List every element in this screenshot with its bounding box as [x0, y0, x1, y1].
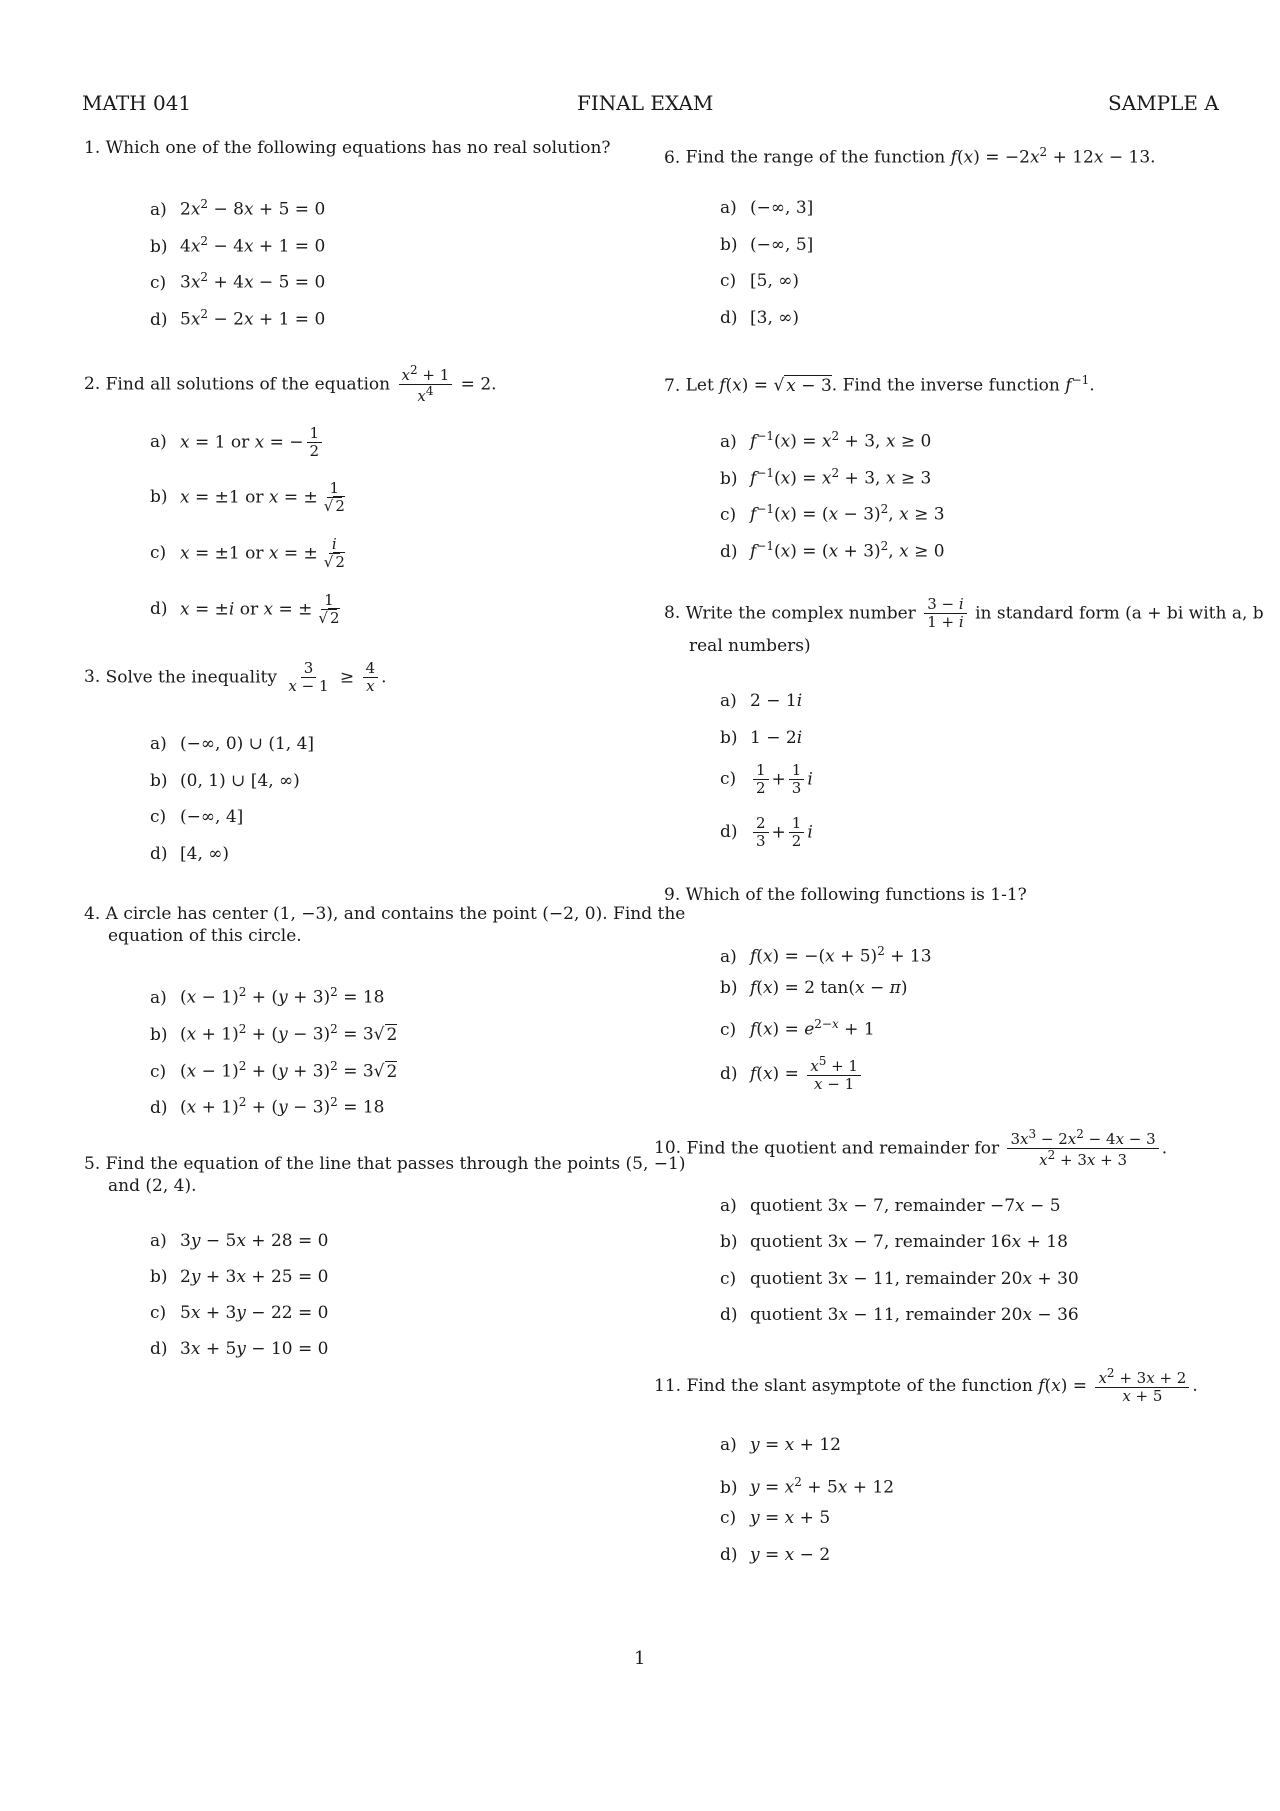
q1-option-b[interactable]: b) $4x^2 - 4x + 1 = 0$: [150, 234, 326, 257]
question-10: 10. Find the quotient and remainder for $\frac{3x^3 - 2x^2 - 4x - 3}{x^2 + 3x + 3}$ .: [654, 1127, 1168, 1170]
question-4: 4. A circle has center (1, −3), and contains the point (−2, 0). Find the: [84, 904, 686, 924]
q9-option-a[interactable]: a) $f(x) = -(x + 5)^2 + 13$: [720, 944, 932, 967]
q2-option-b[interactable]: b) x = ±1 or x = ± $\frac{1}{√ 2}$: [150, 479, 345, 516]
q5-option-c[interactable]: c) 5x + 3y − 22 = 0: [150, 1303, 329, 1323]
q3-option-d[interactable]: d) [4, ∞): [150, 844, 230, 864]
q9-option-d[interactable]: d) f(x) = $\frac{x^5 + 1}{x - 1}$: [720, 1055, 864, 1094]
course-code: MATH 041: [82, 91, 192, 115]
q10-option-b[interactable]: b) quotient 3x − 7, remainder 16x + 18: [720, 1232, 1068, 1252]
question-6: 6. Find the range of the function $f(x) = -2x^2 + 12x - 13$.: [664, 145, 1156, 168]
q8-option-d[interactable]: d) $\frac{2}{3}$ + $\frac{1}{2}$ i: [720, 814, 813, 851]
question-5: 5. Find the equation of the line that passes through the points (5, −1): [84, 1154, 686, 1174]
q9-option-b[interactable]: b) f(x) = 2 tan(x − π): [720, 978, 908, 998]
question-9: 9. Which of the following functions is 1-1?: [664, 885, 1027, 905]
question-11: 11. Find the slant asymptote of the function f(x) = $\frac{x^2 + 3x + 2}{x + 5}$ .: [654, 1366, 1198, 1406]
q7-option-a[interactable]: a) $f^{-1}(x) = x^2 + 3$, x ≥ 0: [720, 429, 932, 452]
q10-option-d[interactable]: d) quotient 3x − 11, remainder 20x − 36: [720, 1305, 1079, 1325]
q7-option-b[interactable]: b) $f^{-1}(x) = x^2 + 3$, x ≥ 3: [720, 466, 932, 489]
q2-option-c[interactable]: c) x = ±1 or x = ± $\frac{i}{√ 2}$: [150, 535, 345, 572]
q3-option-c[interactable]: c) (−∞, 4]: [150, 807, 244, 827]
q7-option-c[interactable]: c) $f^{-1}(x) = (x - 3)^2$, x ≥ 3: [720, 502, 945, 525]
q3-option-b[interactable]: b) (0, 1) ∪ [4, ∞): [150, 771, 300, 791]
q6-option-b[interactable]: b) (−∞, 5]: [720, 235, 814, 255]
q2-option-a[interactable]: a) x = 1 or x = − $\frac{1}{2}$: [150, 425, 325, 461]
q1-option-a[interactable]: a) $2x^2 - 8x + 5 = 0$: [150, 197, 326, 220]
q1-option-c[interactable]: c) $3x^2 + 4x - 5 = 0$: [150, 270, 326, 293]
q5-option-b[interactable]: b) 2y + 3x + 25 = 0: [150, 1267, 329, 1287]
q11-option-b[interactable]: b) $y = x^2 + 5x + 12$: [720, 1475, 895, 1498]
q11-option-a[interactable]: a) y = x + 12: [720, 1435, 841, 1455]
q8-option-c[interactable]: c) $\frac{1}{2}$ + $\frac{1}{3}$ i: [720, 761, 813, 798]
q8-option-a[interactable]: a) 2 − 1i: [720, 691, 803, 711]
question-8-line2: real numbers): [689, 636, 811, 656]
question-4-line2: equation of this circle.: [108, 926, 302, 946]
q11-option-c[interactable]: c) y = x + 5: [720, 1508, 831, 1528]
page-number: 1: [634, 1648, 646, 1669]
q9-option-c[interactable]: c) $f(x) = e^{2-x} + 1$: [720, 1017, 875, 1040]
question-1: 1. Which one of the following equations has no real solution?: [84, 138, 611, 158]
q5-option-d[interactable]: d) 3x + 5y − 10 = 0: [150, 1339, 329, 1359]
q6-option-a[interactable]: a) (−∞, 3]: [720, 198, 814, 218]
question-2: 2. Find all solutions of the equation $\frac{x^2 + 1}{x^4}$ = 2.: [84, 363, 497, 406]
q4-option-d[interactable]: d) $(x + 1)^2 + (y - 3)^2 = 18$: [150, 1095, 385, 1118]
q11-option-d[interactable]: d) y = x − 2: [720, 1545, 831, 1565]
exam-title: FINAL EXAM: [577, 91, 714, 115]
question-7: 7. Let f(x) = √ x − 3. Find the inverse function $f^{-1}$.: [664, 373, 1095, 396]
question-3: 3. Solve the inequality $\frac{3}{x - 1}$ ≥ $\frac{4}{x}$ .: [84, 659, 387, 696]
q10-option-a[interactable]: a) quotient 3x − 7, remainder −7x − 5: [720, 1196, 1061, 1216]
exam-version: SAMPLE A: [1108, 91, 1219, 115]
q2-option-d[interactable]: d) x = ±i or x = ± $\frac{1}{√ 2}$: [150, 591, 340, 628]
q10-option-c[interactable]: c) quotient 3x − 11, remainder 20x + 30: [720, 1269, 1079, 1289]
q4-option-a[interactable]: a) $(x - 1)^2 + (y + 3)^2 = 18$: [150, 985, 385, 1008]
q7-option-d[interactable]: d) $f^{-1}(x) = (x + 3)^2$, x ≥ 0: [720, 539, 945, 562]
q6-option-c[interactable]: c) [5, ∞): [720, 271, 800, 291]
q3-option-a[interactable]: a) (−∞, 0) ∪ (1, 4]: [150, 734, 315, 754]
q1-option-d[interactable]: d) $5x^2 - 2x + 1 = 0$: [150, 307, 326, 330]
q4-option-c[interactable]: c) $(x - 1)^2 + (y + 3)^2 = 3√$ 2: [150, 1059, 398, 1082]
q8-option-b[interactable]: b) 1 − 2i: [720, 728, 803, 748]
q4-option-b[interactable]: b) $(x + 1)^2 + (y - 3)^2 = 3√$ 2: [150, 1022, 398, 1045]
question-8: 8. Write the complex number $\frac{3 - i}{1 + i}$ in standard form (a + bi with a, b: [664, 595, 1264, 632]
q6-option-d[interactable]: d) [3, ∞): [720, 308, 800, 328]
question-5-line2: and (2, 4).: [108, 1176, 197, 1196]
q5-option-a[interactable]: a) 3y − 5x + 28 = 0: [150, 1231, 329, 1251]
